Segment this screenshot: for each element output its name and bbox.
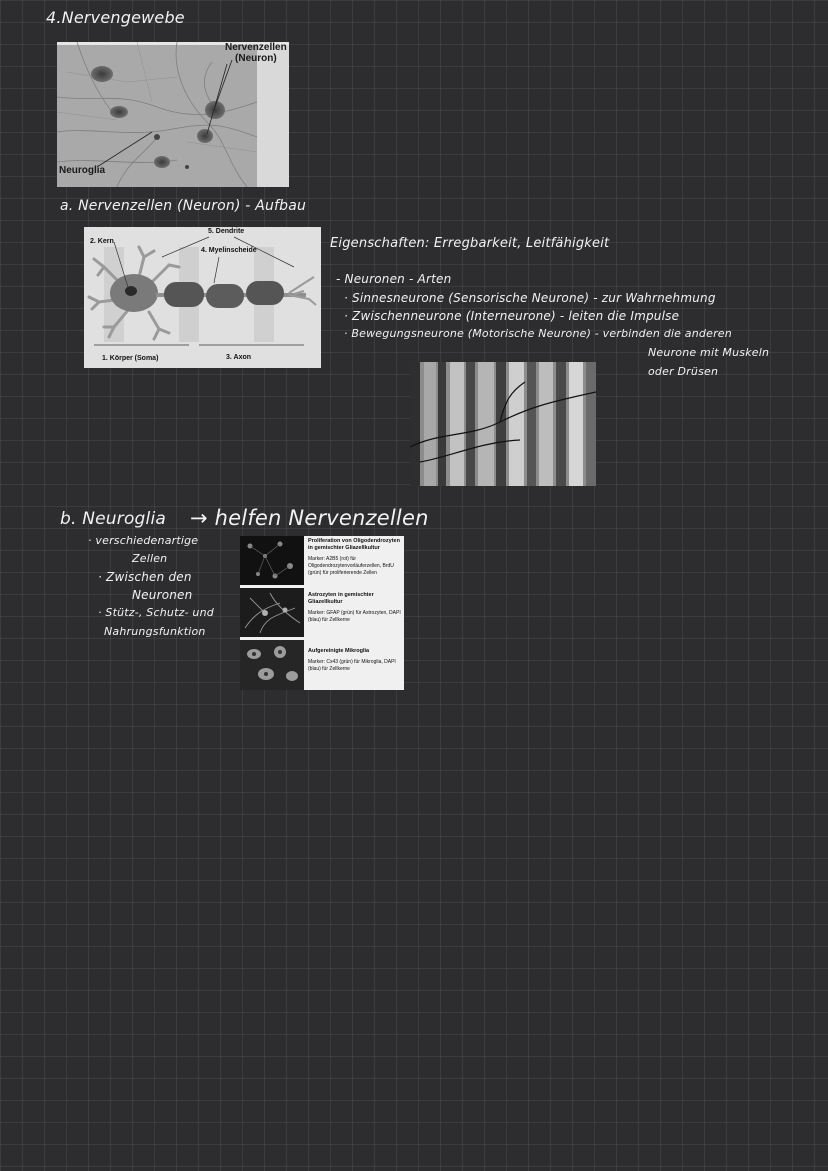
glia-item-neuronen: Neuronen (132, 588, 193, 602)
glia-culture-panel (240, 536, 404, 690)
glia-row1-title: Proliferation von Oligodendrozyten in gemischter Gliazellkultur (308, 538, 400, 551)
section-b-arrow-note: → helfen Nervenzellen (190, 506, 429, 530)
glia-image-microglia (240, 640, 304, 690)
label-dendrite: 5. Dendrite (208, 228, 245, 235)
nerve-fibers-photo (410, 362, 596, 486)
glia-item-verschiedenartige: · verschiedenartige (88, 534, 199, 547)
types-item-continued-1: Neurone mit Muskeln (648, 346, 770, 359)
nerve-tissue-photo (57, 42, 289, 187)
glia-item-zwischen: · Zwischen den (98, 570, 192, 584)
glia-row3-title: Aufgereinigte Mikroglia (308, 648, 370, 654)
glia-item-zellen: Zellen (132, 552, 168, 565)
glia-item-nahrung: Nahrungsfunktion (104, 625, 206, 638)
glia-row1-text: Marker: A2B5 (rot) für Oligodendrozytenvorläuferzellen, BrdU (grün) für proliferierende Zellen (308, 556, 394, 576)
label-axon: 3. Axon (226, 354, 252, 361)
types-item-sinnesneurone: · Sinnesneurone (Sensorische Neurone) - zur Wahrnehmung (344, 291, 716, 305)
section-a-title: a. Nervenzellen (Neuron) - Aufbau (60, 198, 307, 214)
properties-text: Eigenschaften: Erregbarkeit, Leitfähigkeit (330, 236, 610, 251)
neuron-diagram (84, 227, 321, 368)
glia-item-stuetz: · Stütz-, Schutz- und (98, 606, 214, 619)
glia-row2-text: Marker: GFAP (grün) für Astrozyten, DAPI (blau) für Zellkerne (308, 610, 401, 623)
label-kern: 2. Kern (90, 238, 114, 245)
types-title: - Neuronen - Arten (336, 272, 452, 286)
types-item-bewegungsneurone: · Bewegungsneurone (Motorische Neurone) - verbinden die anderen (344, 327, 732, 340)
label-myelinscheide: 4. Myelinscheide (201, 247, 257, 254)
types-item-zwischenneurone: · Zwischenneurone (Interneurone) - leiten die Impulse (344, 309, 680, 323)
photo-label-neuron: Nervenzellen (Neuron) (225, 42, 287, 64)
photo-label-neuroglia: Neuroglia (59, 165, 106, 176)
label-koerper: 1. Körper (Soma) (102, 355, 159, 362)
page-heading: 4.Nervengewebe (46, 8, 185, 27)
glia-row2-title: Astrozyten in gemischter Gliazellkultur (308, 592, 374, 605)
section-b-title: b. Neuroglia (60, 509, 166, 529)
glia-image-astrocytes (240, 588, 304, 637)
glia-row3-text: Marker: Cx43 (grün) für Mikroglia, DAPI (blau) für Zellkerne (308, 659, 396, 672)
types-item-continued-2: oder Drüsen (648, 365, 719, 378)
glia-image-oligodendrocytes (240, 536, 304, 585)
